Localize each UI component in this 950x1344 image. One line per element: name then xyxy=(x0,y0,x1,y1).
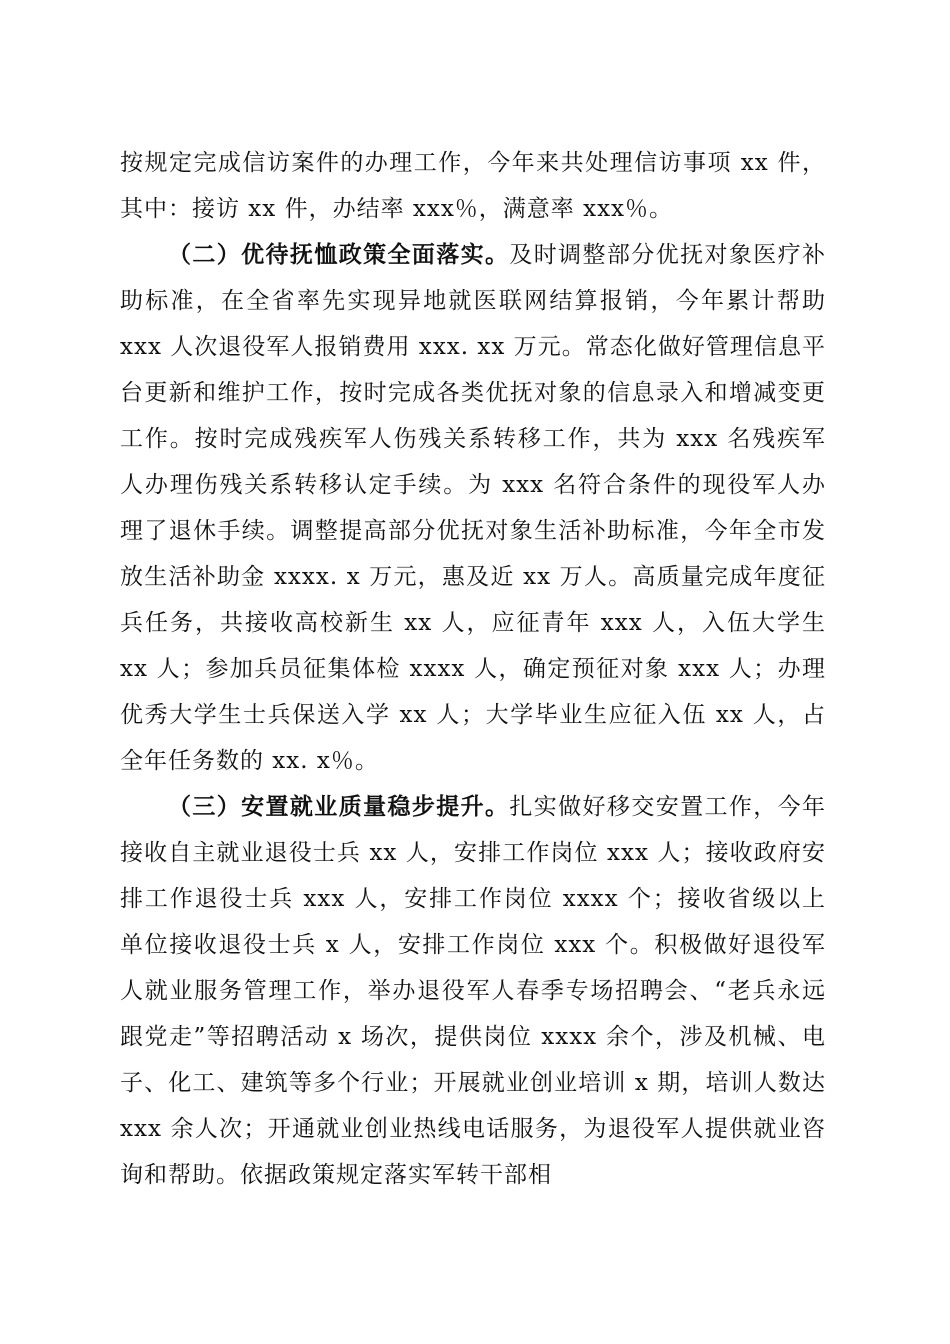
paragraph-petition-summary xyxy=(120,140,826,232)
paragraph-preferential-treatment xyxy=(120,232,826,784)
paragraph-text: 扎实做好移交安置工作，今年接收自主就业退役士兵 xx 人，安排工作岗位 xxx 人；接收政府安排工作退役士兵 xxx 人，安排工作岗位 xxxx 个；接收省级以上单位接收退役士兵 x 人，安排工作岗位 xxx 个。积极做好退役军人就业服务管理工作，举办退役军人春季专场招聘会、“老兵永远跟党走”等招聘活动 x 场次，提供岗位 xxxx 余个，涉及机械、电子、化工、建筑等多个行业；开展就业创业培训 x 期，培训人数达 xxx 余人次；开通就业创业热线电话服务，为退役军人提供就业咨询和帮助。依据政策规定落实军转干部相 xyxy=(120,794,827,1188)
section-heading-3: （三）安置就业质量稳步提升。 xyxy=(168,793,510,820)
paragraph-employment-placement xyxy=(120,784,826,1198)
document-body xyxy=(120,140,826,1198)
paragraph-text: 按规定完成信访案件的办理工作，今年来共处理信访事项 xx 件，其中：接访 xx 件，办结率 xxx％，满意率 xxx％。 xyxy=(120,150,826,222)
section-heading-2: （二）优待抚恤政策全面落实。 xyxy=(168,241,510,268)
paragraph-text: 及时调整部分优抚对象医疗补助标准，在全省率先实现异地就医联网结算报销，今年累计帮助 xxx 人次退役军人报销费用 xxx. xx 万元。常态化做好管理信息平台更新和维护工作，按时完成各类优抚对象的信息录入和增减变更工作。按时完成残疾军人伤残关系转移工作，共为 xxx 名残疾军人办理伤残关系转移认定手续。为 xxx 名符合条件的现役军人办理了退休手续。调整提高部分优抚对象生活补助标准，今年全市发放生活补助金 xxxx. x 万元，惠及近 xx 万人。高质量完成年度征兵任务，共接收高校新生 xx 人，应征青年 xxx 人，入伍大学生 xx 人；参加兵员征集体检 xxxx 人，确定预征对象 xxx 人；办理优秀大学生士兵保送入学 xx 人；大学毕业生应征入伍 xx 人，占全年任务数的 xx. x％。 xyxy=(120,242,827,774)
